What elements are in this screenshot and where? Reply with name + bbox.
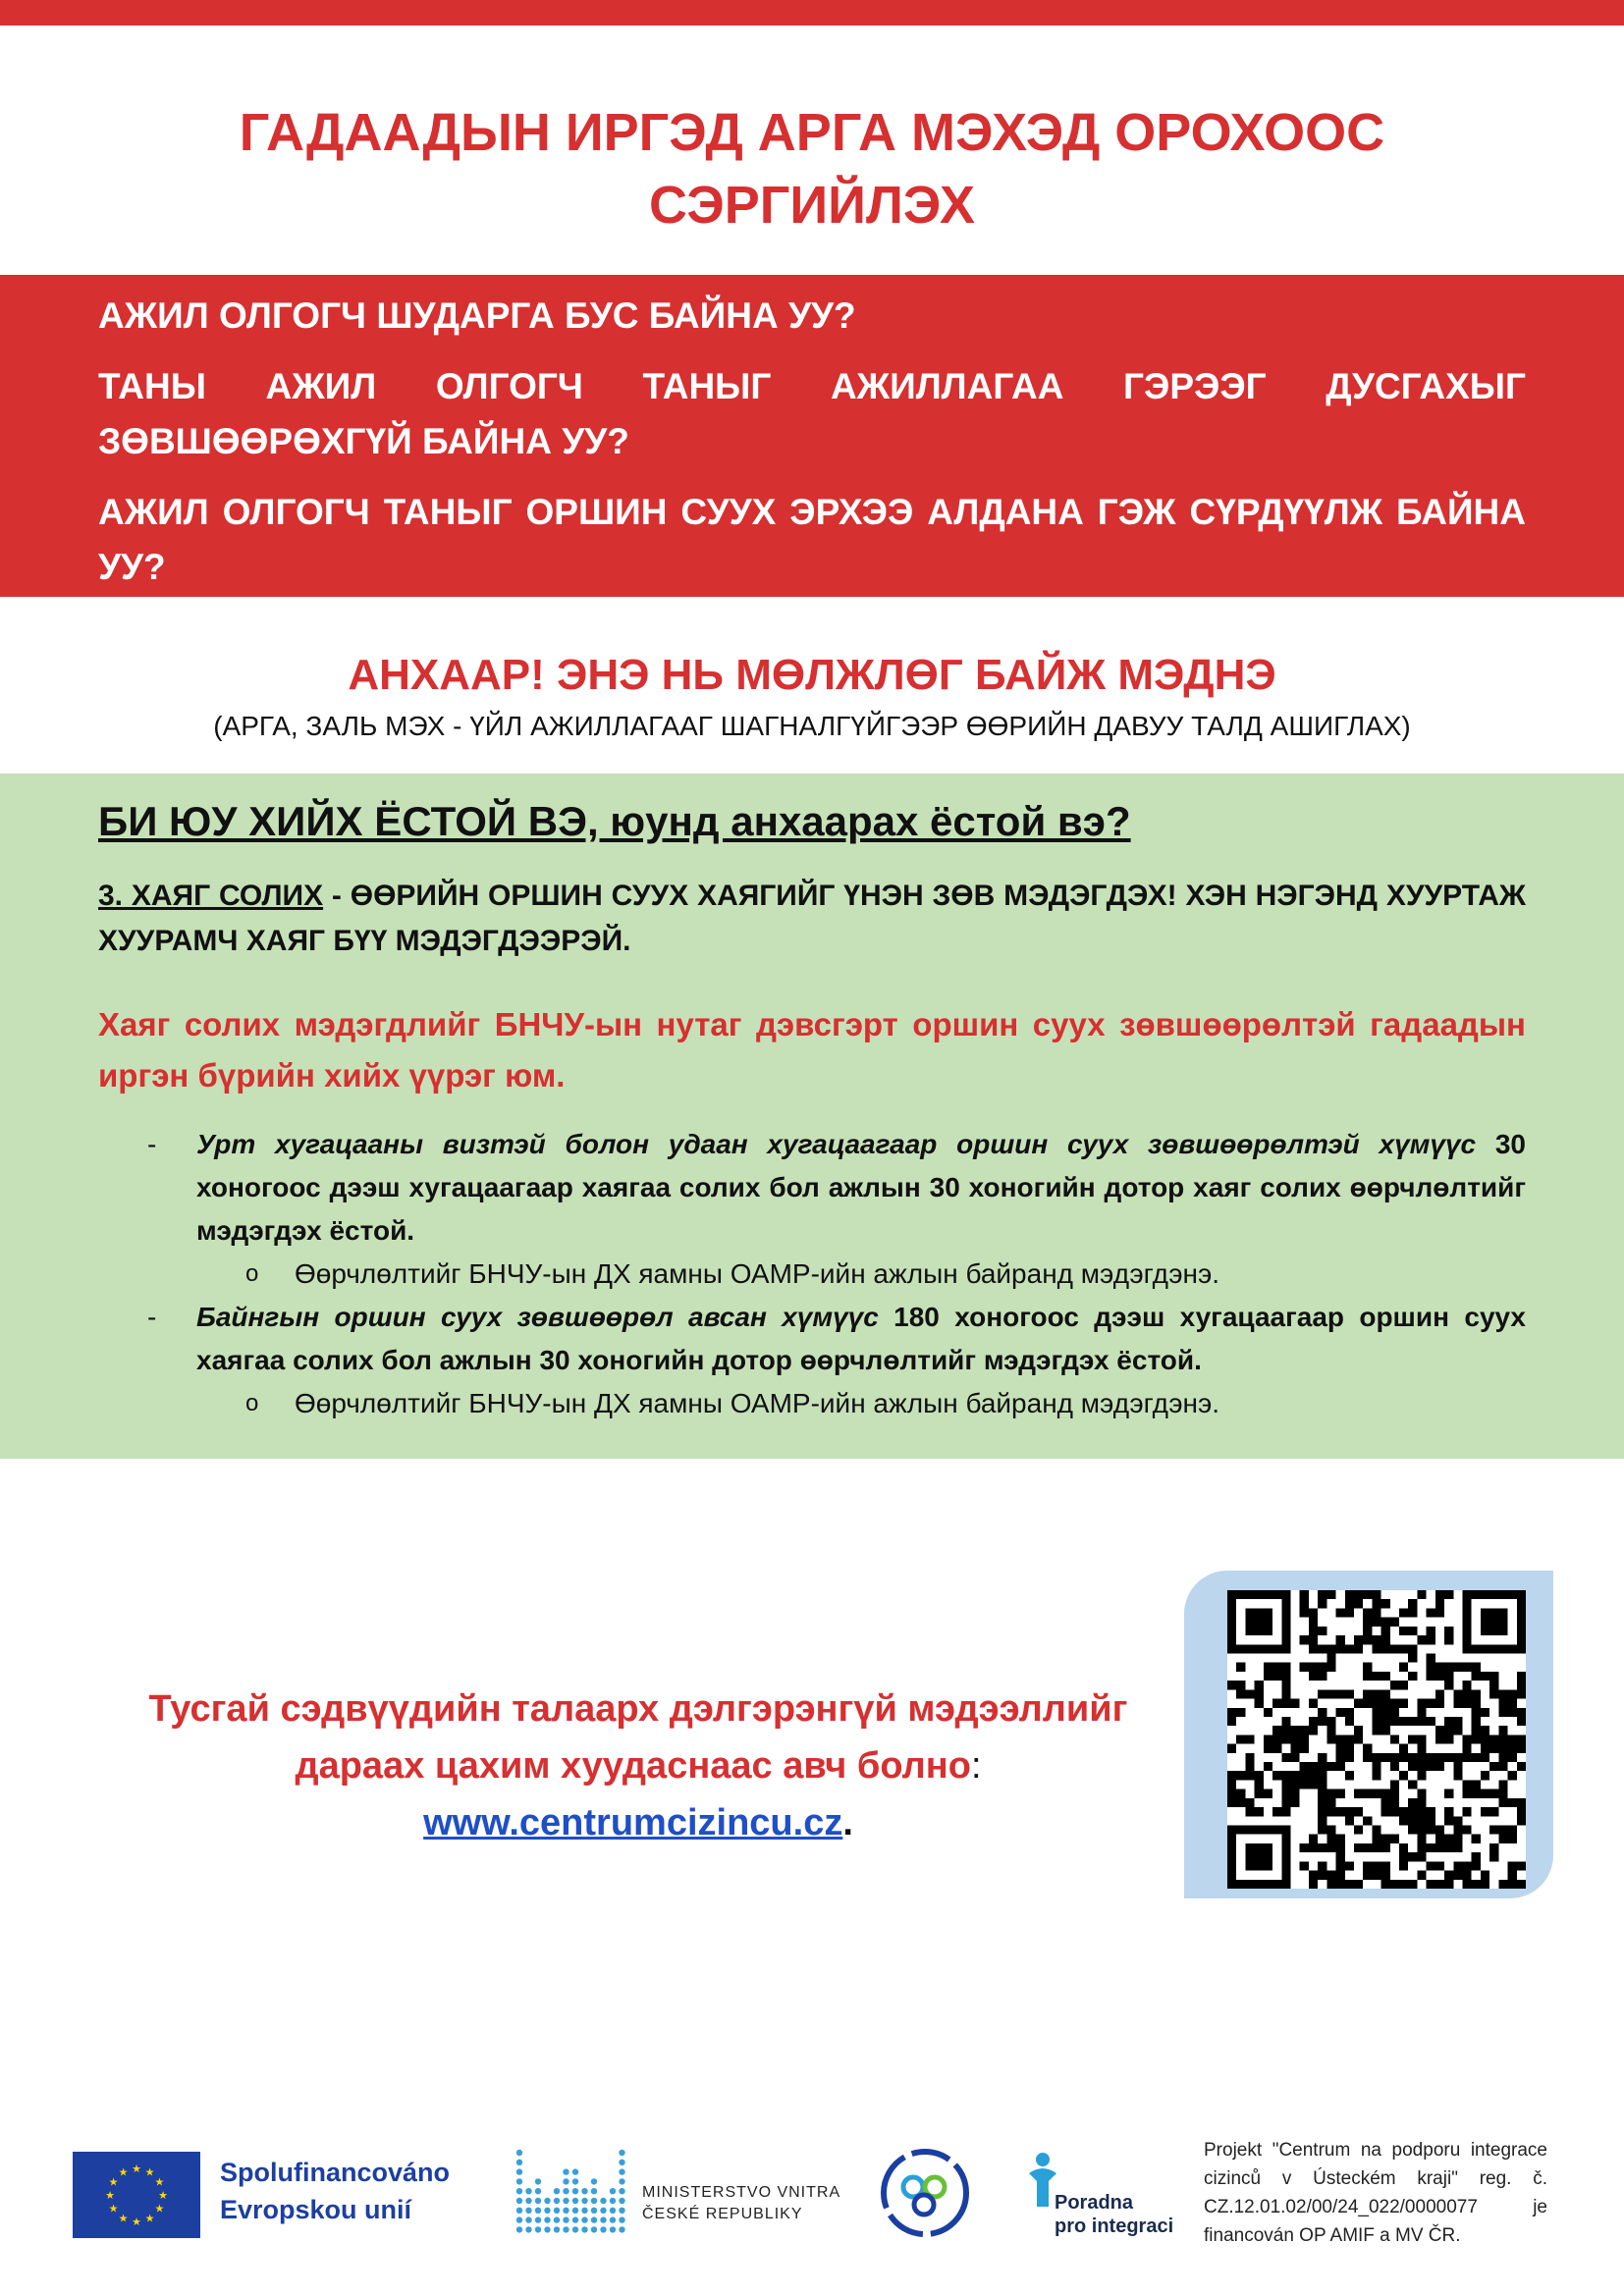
ministry-logo-dot — [516, 2216, 522, 2222]
ministry-logo-icon — [514, 2148, 628, 2236]
info-dot: . — [842, 1802, 853, 1843]
title-line-2: СЭРГИЙЛЭХ — [649, 176, 975, 235]
guidance-panel — [0, 774, 1624, 1459]
ministry-label — [642, 2182, 840, 2225]
eu-line-1: Spolufinancováno — [220, 2158, 451, 2187]
ministry-line-2: ČESKÉ REPUBLIKY — [642, 2206, 803, 2222]
ministry-logo-dot — [563, 2208, 568, 2214]
ministry-logo-dot — [591, 2216, 597, 2222]
sub-item-text: Өөрчлөлтийг БНЧУ-ын ДХ яамны ОАМР-ийн ажлын байранд мэдэгдэнэ. — [295, 1258, 1220, 1289]
ministry-logo-dot — [619, 2226, 624, 2232]
top-red-bar — [0, 0, 1624, 26]
ministry-logo-dot — [610, 2208, 616, 2214]
ministry-logo-dot — [581, 2226, 587, 2232]
ministry-logo-dot — [619, 2168, 624, 2174]
ministry-logo-dot — [572, 2226, 578, 2232]
list-item — [98, 1123, 1526, 1253]
ministry-logo-dot — [554, 2226, 560, 2232]
obligation-notice: Хаяг солих мэдэгдлийг БНЧУ-ын нутаг дэвсгэрт оршин суух зөвшөөрөлтэй гадаадын иргэн бүрийн хийх үүрэг юм. — [98, 1006, 1526, 1094]
poradna-line-1: Poradna — [1055, 2192, 1134, 2214]
ministry-logo-dot — [600, 2226, 606, 2232]
ministry-logo-dot — [516, 2198, 522, 2204]
item-lead: Байнгын оршин суух зөвшөөрөл авсан хүмүүс — [196, 1302, 879, 1332]
sub-list-item — [98, 1382, 1526, 1425]
ministry-logo-dot — [563, 2226, 568, 2232]
questions-band — [0, 275, 1624, 597]
ministry-logo-dot — [581, 2198, 587, 2204]
info-line-2 — [88, 1737, 1188, 1794]
ministry-logo-dot — [610, 2198, 616, 2204]
ministry-logo-dot — [544, 2198, 550, 2204]
dash-bullet: - — [147, 1129, 157, 1159]
item-rest: 30 хоногоос дээш хугацаагаар хаягаа солих бол ажлын 30 хоногийн дотор хаяг солих өөрчлөлтийг мэдэгдэх ёстой. — [196, 1129, 1526, 1246]
ministry-logo-dot — [572, 2208, 578, 2214]
eu-star: ★ — [105, 2190, 115, 2202]
ministry-logo-dot — [581, 2188, 587, 2194]
ministry-logo-dot — [535, 2216, 541, 2222]
eu-star: ★ — [118, 2166, 129, 2179]
eu-flag-icon — [73, 2152, 200, 2238]
ministry-line-1: MINISTERSTVO VNITRA — [642, 2184, 841, 2201]
ministry-logo-dot — [572, 2168, 578, 2174]
ministry-logo-dot — [610, 2188, 616, 2194]
ministry-logo-dot — [544, 2226, 550, 2232]
section-text: - ӨӨРИЙН ОРШИН СУУХ ХАЯГИЙГ ҮНЭН ЗӨВ МЭДЭГДЭХ! ХЭН НЭГЭНД ХУУРТАЖ ХУУРАМЧ ХАЯГ БҮҮ МЭДЭГДЭЭРЭЙ. — [98, 880, 1526, 957]
eu-star: ★ — [108, 2203, 119, 2216]
eu-star: ★ — [144, 2213, 155, 2225]
question-2: ТАНЫ АЖИЛ ОЛГОГЧ ТАНЫГ АЖИЛЛАГАА ГЭРЭЭГ ДУСГАХЫГ ЗӨВШӨӨРӨХГҮЙ БАЙНА УУ? — [98, 366, 1526, 461]
ministry-logo-dot — [516, 2208, 522, 2214]
eu-star: ★ — [154, 2203, 165, 2216]
circle-bullet: o — [245, 1260, 259, 1287]
ministry-logo-dot — [525, 2198, 531, 2204]
item-lead: Урт хугацааны визтэй болон удаан хугацаагаар оршин суух зөвшөөрөлтэй хүмүүс — [196, 1129, 1477, 1159]
ministry-logo-dot — [516, 2150, 522, 2156]
ministry-logo-dot — [619, 2188, 624, 2194]
ministry-logo-dot — [572, 2188, 578, 2194]
ministry-logo-dot — [619, 2216, 624, 2222]
ministry-logo-dot — [572, 2178, 578, 2184]
ministry-logo-dot — [581, 2208, 587, 2214]
centrum-cizincu-logo-icon — [878, 2146, 972, 2240]
ministry-logo-dot — [563, 2178, 568, 2184]
project-funding-text: Projekt "Centrum na podporu integrace cizinců v Ústeckém kraji" reg. č. CZ.12.01.02/00/24_022/0000077 je financován OP AMIF a MV ČR. — [1204, 2140, 1547, 2246]
circle-bullet: o — [245, 1390, 259, 1416]
ministry-logo-dot — [591, 2208, 597, 2214]
ministry-logo-dot — [554, 2188, 560, 2194]
ministry-logo-dot — [535, 2178, 541, 2184]
ministry-logo-dot — [591, 2198, 597, 2204]
ministry-logo-dot — [554, 2216, 560, 2222]
page-title — [0, 96, 1624, 241]
ministry-logo-dot — [516, 2160, 522, 2165]
sub-list-item — [98, 1253, 1526, 1296]
more-info-block — [88, 1681, 1188, 1851]
question-1: АЖИЛ ОЛГОГЧ ШУДАРГА БУС БАЙНА УУ? — [98, 295, 856, 336]
poradna-line-2: pro integraci — [1055, 2216, 1174, 2237]
ministry-logo-dot — [581, 2216, 587, 2222]
ministry-logo-dot — [563, 2188, 568, 2194]
ministry-logo-dot — [544, 2216, 550, 2222]
title-line-1: ГАДААДЫН ИРГЭД АРГА МЭХЭД ОРОХООС — [239, 103, 1385, 162]
ministry-logo-dot — [610, 2216, 616, 2222]
ministry-logo-dot — [525, 2188, 531, 2194]
eu-star: ★ — [118, 2213, 129, 2225]
poradna-label — [1055, 2191, 1173, 2238]
ministry-logo-dot — [619, 2160, 624, 2165]
ministry-logo-dot — [600, 2198, 606, 2204]
ministry-logo-dot — [516, 2226, 522, 2232]
ministry-logo-dot — [525, 2208, 531, 2214]
info-line-1: Тусгай сэдвүүдийн талаарх дэлгэрэнгүй мэдээллийг — [148, 1688, 1128, 1730]
ministry-logo-dot — [535, 2188, 541, 2194]
ministry-logo-dot — [610, 2226, 616, 2232]
info-line-3 — [88, 1794, 1188, 1851]
ministry-logo-dot — [591, 2226, 597, 2232]
ministry-logo-dot — [600, 2216, 606, 2222]
warning-subtitle: (АРГА, ЗАЛЬ МЭХ - ҮЙЛ АЖИЛЛАГААГ ШАГНАЛГҮЙГЭЭР ӨӨРИЙН ДАВУУ ТАЛД АШИГЛАХ) — [213, 711, 1411, 741]
ministry-logo-dot — [563, 2198, 568, 2204]
section-address-change — [98, 874, 1526, 964]
item-rest: 180 хоногоос дээш хугацаагаар оршин суух хаягаа солих бол ажлын 30 хоногийн дотор өөрчлөлтийг мэдэгдэх ёстой. — [196, 1302, 1527, 1375]
ministry-logo-dot — [572, 2216, 578, 2222]
eu-star: ★ — [158, 2190, 168, 2202]
info-line-2-text: дараах цахим хуудаснаас авч болно — [295, 1745, 971, 1787]
ministry-logo-dot — [516, 2188, 522, 2194]
eu-star: ★ — [154, 2176, 165, 2189]
eu-line-2: Evropskou unií — [220, 2195, 412, 2224]
ministry-logo-dot — [600, 2208, 606, 2214]
eu-star: ★ — [132, 2216, 141, 2228]
ministry-logo-dot — [544, 2208, 550, 2214]
qr-code-graphic — [1227, 1590, 1526, 1889]
info-colon: : — [970, 1745, 982, 1787]
eu-star: ★ — [144, 2166, 155, 2179]
warning-headline: АНХААР! ЭНЭ НЬ МӨЛЖЛӨГ БАЙЖ МЭДНЭ — [348, 651, 1276, 699]
ministry-logo-dot — [535, 2198, 541, 2204]
ministry-logo-dot — [516, 2178, 522, 2184]
qr-code-icon[interactable] — [1227, 1590, 1526, 1889]
ministry-logo-dot — [619, 2208, 624, 2214]
ministry-logo-dot — [591, 2178, 597, 2184]
rules-list — [98, 1123, 1526, 1425]
ministry-logo-dot — [591, 2188, 597, 2194]
ministry-logo-dot — [535, 2226, 541, 2232]
list-item — [98, 1296, 1526, 1382]
sub-item-text: Өөрчлөлтийг БНЧУ-ын ДХ яамны ОАМР-ийн ажлын байранд мэдэгдэнэ. — [295, 1388, 1220, 1418]
ministry-logo-dot — [619, 2150, 624, 2156]
ministry-logo-dot — [554, 2198, 560, 2204]
ministry-logo-dot — [619, 2198, 624, 2204]
eu-star: ★ — [132, 2163, 141, 2175]
ministry-logo-dot — [619, 2178, 624, 2184]
section-title: 3. ХАЯГ СОЛИХ — [98, 880, 324, 912]
ministry-logo-dot — [535, 2208, 541, 2214]
ministry-logo-dot — [563, 2168, 568, 2174]
eu-stars — [73, 2152, 200, 2238]
ministry-logo-dot — [525, 2226, 531, 2232]
ministry-logo-dot — [563, 2216, 568, 2222]
ministry-logo-dot — [572, 2198, 578, 2204]
eu-star: ★ — [108, 2176, 119, 2189]
ministry-logo-dot — [525, 2216, 531, 2222]
ministry-logo-dot — [554, 2208, 560, 2214]
guidance-heading: БИ ЮУ ХИЙХ ЁСТОЙ ВЭ, юунд анхаарах ёстой вэ? — [98, 798, 1131, 844]
question-3: АЖИЛ ОЛГОГЧ ТАНЫГ ОРШИН СУУХ ЭРХЭЭ АЛДАНА ГЭЖ СҮРДҮҮЛЖ БАЙНА УУ? — [98, 492, 1526, 587]
website-link[interactable]: www.centrumcizincu.cz — [423, 1802, 843, 1843]
ministry-logo-dot — [516, 2168, 522, 2174]
dash-bullet: - — [147, 1302, 157, 1332]
eu-cofinanced-label — [220, 2154, 450, 2228]
